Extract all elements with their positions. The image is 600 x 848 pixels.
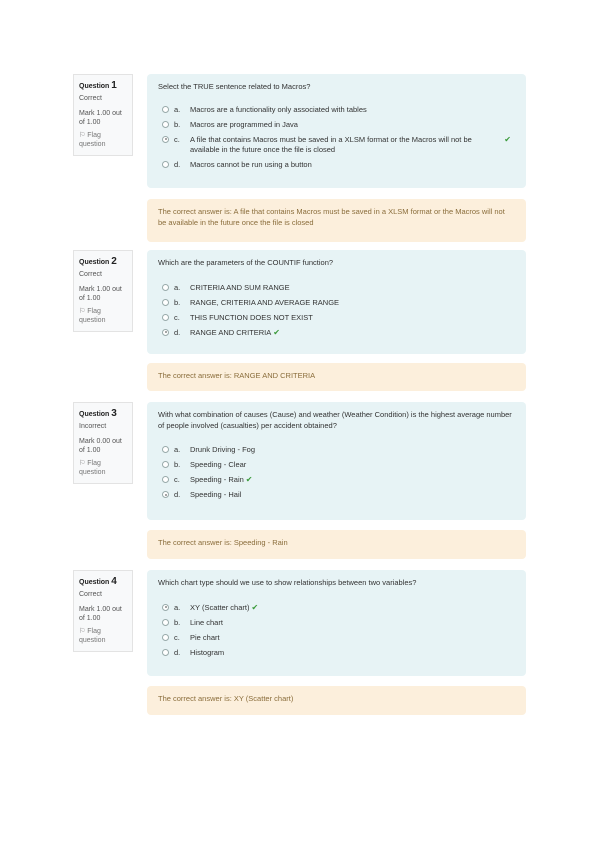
question-state: Incorrect — [79, 423, 107, 430]
flag-icon: ⚐ — [79, 132, 86, 139]
answer-option[interactable]: c. Speeding - Rain ✔ — [158, 475, 515, 486]
question-state: Correct — [79, 271, 102, 278]
radio-button[interactable] — [162, 299, 169, 306]
answer-option[interactable]: d. Speeding - Hail — [158, 490, 515, 501]
radio-button[interactable] — [162, 284, 169, 291]
correct-check-icon: ✔ — [245, 475, 253, 484]
radio-button[interactable] — [162, 106, 169, 113]
answer-option[interactable]: a. XY (Scatter chart) ✔ — [158, 603, 515, 614]
radio-button[interactable] — [162, 649, 169, 656]
question-info — [73, 402, 133, 484]
question-info — [73, 250, 133, 332]
question-state: Correct — [79, 95, 102, 102]
question-formulation — [147, 570, 526, 676]
question-formulation — [147, 74, 526, 188]
answer-option[interactable]: b. RANGE, CRITERIA AND AVERAGE RANGE — [158, 298, 515, 309]
answer-list — [158, 445, 515, 501]
question-text: Which are the parameters of the COUNTIF function? — [158, 258, 334, 267]
question-mark: Mark 1.00 out of 1.00 — [79, 110, 122, 126]
answer-option[interactable]: d. RANGE AND CRITERIA ✔ — [158, 328, 515, 339]
question-text: Select the TRUE sentence related to Macros? — [158, 82, 311, 91]
correct-answer-feedback: The correct answer is: XY (Scatter chart) — [147, 686, 526, 715]
question-text: With what combination of causes (Cause) and weather (Weather Condition) is the highest average number of people involved (casualties) per accident obtained? — [158, 410, 512, 430]
correct-check-icon: ✔ — [273, 327, 280, 337]
answer-option[interactable]: c. A file that contains Macros must be saved in a XLSM format or the Macros will not be available in the future once the file is closed ✔ — [158, 135, 515, 156]
correct-check-icon: ✔ — [504, 134, 511, 144]
answer-list — [158, 603, 515, 659]
radio-button[interactable] — [162, 476, 169, 483]
answer-option[interactable]: a. Macros are a functionality only associated with tables — [158, 105, 515, 116]
radio-button[interactable] — [162, 446, 169, 453]
radio-button[interactable] — [162, 314, 169, 321]
answer-option[interactable]: d. Histogram — [158, 648, 515, 659]
answer-option[interactable]: b. Line chart — [158, 618, 515, 629]
question-number: Question 1 — [79, 80, 117, 91]
question-number: Question 2 — [79, 256, 117, 267]
question-mark: Mark 1.00 out of 1.00 — [79, 606, 122, 622]
question-text: Which chart type should we use to show relationships between two variables? — [158, 578, 417, 587]
answer-list — [158, 283, 515, 339]
answer-option[interactable]: c. Pie chart — [158, 633, 515, 644]
question-formulation — [147, 402, 526, 520]
answer-option[interactable]: a. CRITERIA AND SUM RANGE — [158, 283, 515, 294]
correct-answer-feedback: The correct answer is: A file that contains Macros must be saved in a XLSM format or the Macros will not be available in the future once the file is closed — [147, 199, 526, 242]
correct-answer-feedback: The correct answer is: Speeding - Rain — [147, 530, 526, 559]
question-number: Question 4 — [79, 576, 117, 587]
correct-answer-feedback: The correct answer is: RANGE AND CRITERIA — [147, 363, 526, 391]
answer-option[interactable]: b. Speeding - Clear — [158, 460, 515, 471]
flag-icon: ⚐ — [79, 308, 86, 315]
answer-option[interactable]: c. THIS FUNCTION DOES NOT EXIST — [158, 313, 515, 324]
radio-button[interactable] — [162, 121, 169, 128]
answer-list — [158, 105, 515, 171]
radio-button[interactable] — [162, 136, 169, 143]
flag-question-link[interactable]: ⚐ Flag question — [79, 308, 106, 324]
radio-button[interactable] — [162, 491, 169, 498]
answer-option[interactable]: b. Macros are programmed in Java — [158, 120, 515, 131]
flag-question-link[interactable]: ⚐ Flag question — [79, 460, 106, 476]
radio-button[interactable] — [162, 604, 169, 611]
question-info — [73, 74, 133, 156]
question-formulation — [147, 250, 526, 354]
flag-question-link[interactable]: ⚐ Flag question — [79, 628, 106, 644]
radio-button[interactable] — [162, 161, 169, 168]
question-state: Correct — [79, 591, 102, 598]
question-info — [73, 570, 133, 652]
flag-icon: ⚐ — [79, 628, 86, 635]
flag-question-link[interactable]: ⚐ Flag question — [79, 132, 106, 148]
radio-button[interactable] — [162, 461, 169, 468]
radio-button[interactable] — [162, 619, 169, 626]
radio-button[interactable] — [162, 329, 169, 336]
answer-option[interactable]: a. Drunk Driving - Fog — [158, 445, 515, 456]
question-number: Question 3 — [79, 408, 117, 419]
question-mark: Mark 1.00 out of 1.00 — [79, 286, 122, 302]
radio-button[interactable] — [162, 634, 169, 641]
correct-check-icon: ✔ — [251, 602, 259, 612]
flag-icon: ⚐ — [79, 460, 86, 467]
answer-option[interactable]: d. Macros cannot be run using a button — [158, 160, 515, 171]
question-mark: Mark 0.00 out of 1.00 — [79, 438, 122, 454]
